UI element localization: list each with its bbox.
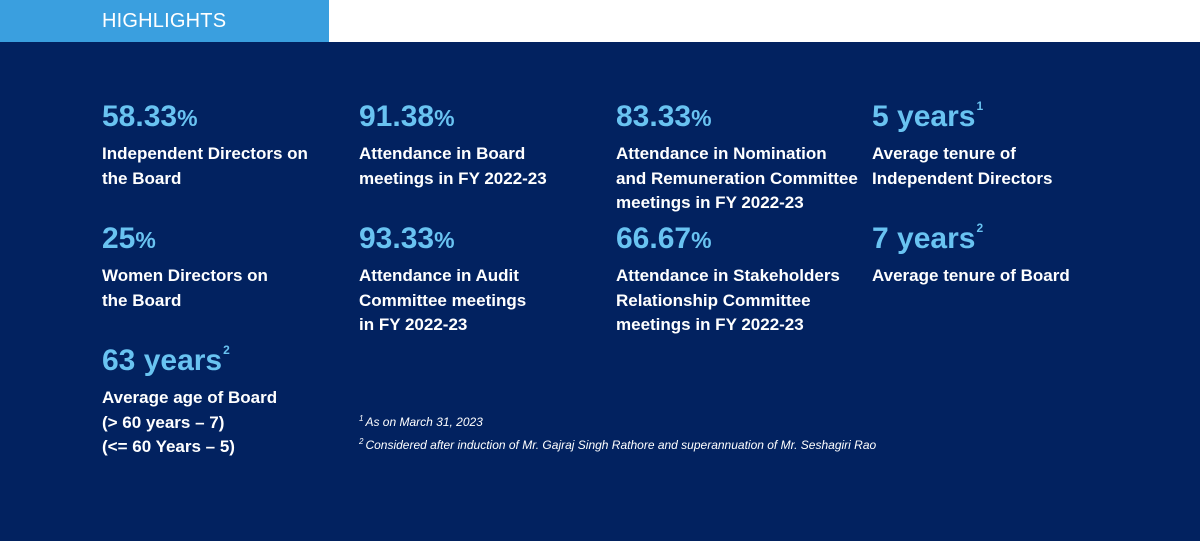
stat-value: 66.67%: [616, 222, 712, 255]
stat-independent-tenure: [872, 88, 1052, 191]
stat-value: 83.33%: [616, 100, 712, 133]
stat-value: 91.38%: [359, 100, 455, 133]
stat-value: 5 years$^1$: [872, 99, 984, 133]
stat-nrc-attendance: [616, 88, 858, 216]
stat-value: 25%: [102, 222, 156, 255]
stat-label: Attendance in Stakeholders Relationship Committee meetings in FY 2022-23: [616, 266, 840, 334]
stat-label: Women Directors on the Board: [102, 266, 268, 310]
stat-label: Average age of Board (> 60 years – 7) (<= 60 Years – 5): [102, 388, 278, 456]
stat-value: 7 years$^2$: [872, 221, 984, 255]
stat-audit-attendance: [359, 210, 526, 338]
footnote: $^1$ As on March 31, 2023: [359, 414, 483, 429]
stat-board-attendance: [359, 88, 547, 191]
highlights-tab: HIGHLIGHTS: [0, 0, 329, 42]
stat-value: 58.33%: [102, 100, 198, 133]
stat-src-attendance: [616, 210, 840, 338]
footnotes: [359, 409, 876, 455]
stat-value: 93.33%: [359, 222, 455, 255]
stat-label: Attendance in Nomination and Remuneration Committee meetings in FY 2022-23: [616, 144, 858, 212]
stat-board-tenure: [872, 210, 1070, 289]
stat-label: Average tenure of Board: [872, 266, 1070, 285]
stat-independent-directors: [102, 88, 308, 191]
stat-value: 63 years$^2$: [102, 343, 230, 377]
highlights-panel: [0, 42, 1200, 541]
stat-board-age: [102, 332, 277, 460]
stat-label: Attendance in Audit Committee meetings in FY 2022-23: [359, 266, 527, 334]
stat-label: Average tenure of Independent Directors: [872, 144, 1053, 188]
stat-women-directors: [102, 210, 268, 313]
footnote: $^2$ Considered after induction of Mr. Gajraj Singh Rathore and superannuation of Mr. Seshagiri Rao: [359, 437, 877, 452]
stat-label: Independent Directors on the Board: [102, 144, 308, 188]
stat-label: Attendance in Board meetings in FY 2022-23: [359, 144, 547, 188]
